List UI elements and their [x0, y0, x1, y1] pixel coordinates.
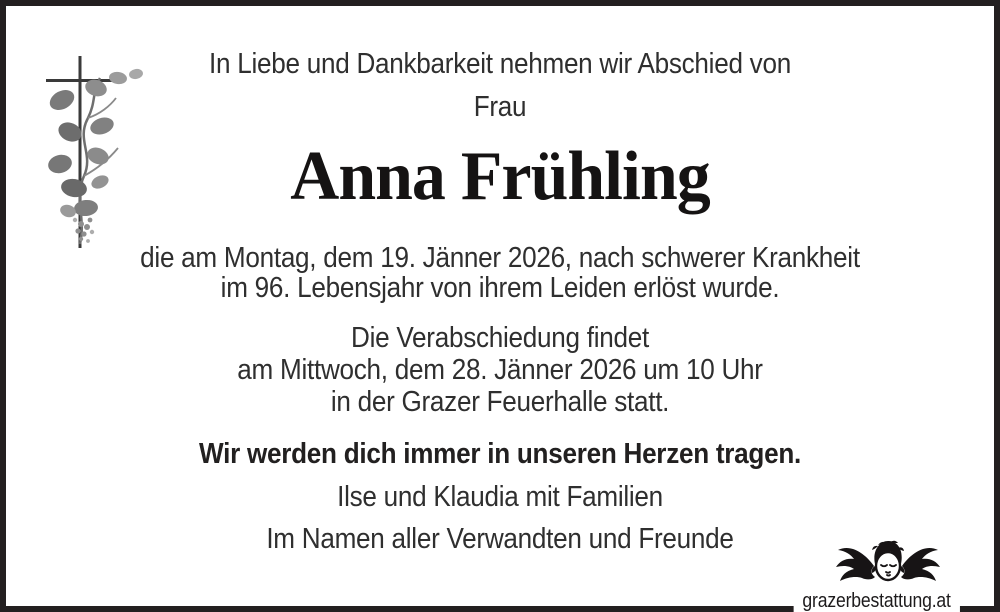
- remembrance-line: Wir werden dich immer in unseren Herzen tragen.: [198, 438, 802, 470]
- salutation-line: Frau: [473, 91, 527, 123]
- farewell-line-3: in der Grazer Feuerhalle statt.: [330, 386, 670, 418]
- deceased-name: Anna Frühling: [290, 138, 710, 215]
- intro-line: In Liebe und Dankbarkeit nehmen wir Abschied von: [209, 48, 791, 80]
- angel-cherub-icon: [834, 536, 942, 596]
- mourners-line: Ilse und Klaudia mit Familien: [337, 481, 663, 513]
- death-details-line-1: die am Montag, dem 19. Jänner 2026, nach schwerer Krankheit: [140, 242, 860, 274]
- death-details-line-2: im 96. Lebensjahr von ihrem Leiden erlöst wurde.: [220, 272, 780, 304]
- on-behalf-line: Im Namen aller Verwandten und Freunde: [266, 523, 734, 555]
- funeral-home-website: grazerbestattung.at: [794, 590, 960, 612]
- farewell-line-2: am Mittwoch, dem 28. Jänner 2026 um 10 Uhr: [237, 354, 763, 386]
- farewell-line-1: Die Verabschiedung findet: [351, 322, 649, 354]
